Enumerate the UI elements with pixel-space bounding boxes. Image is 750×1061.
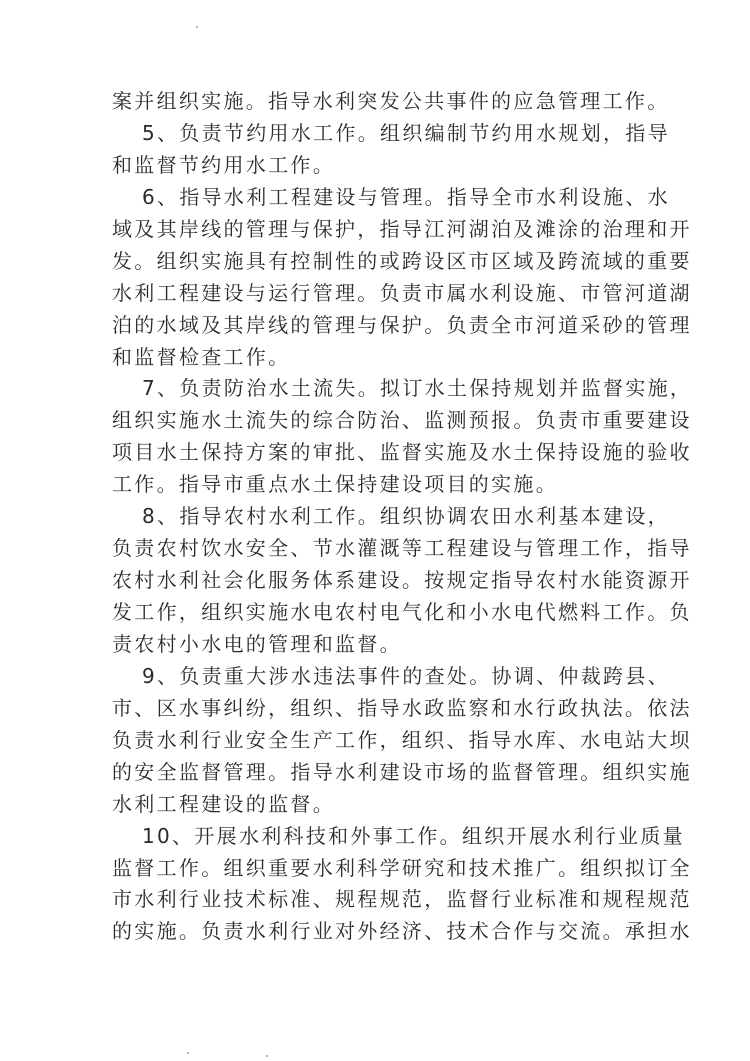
text-line: 工作。指导市重点水土保持建设项目的实施。	[112, 472, 558, 497]
text-line: 组织实施水土流失的综合防治、监测预报。负责市重要建设	[112, 408, 692, 433]
scan-speck	[187, 1052, 189, 1054]
text-line: 项目水土保持方案的审批、监督实施及水土保持设施的验收	[112, 440, 692, 465]
text-line: 10、开展水利科技和外事工作。组织开展水利行业质量	[142, 823, 685, 848]
text-line: 监督工作。组织重要水利科学研究和技术推广。组织拟订全	[112, 855, 692, 880]
text-line: 负责水利行业安全生产工作，组织、指导水库、水电站大坝	[112, 727, 692, 752]
text-line: 农村水利社会化服务体系建设。按规定指导农村水能资源开	[112, 568, 692, 593]
text-line: 案并组织实施。指导水利突发公共事件的应急管理工作。	[112, 89, 670, 113]
text-line: 8、指导农村水利工作。组织协调农田水利基本建设，	[142, 504, 670, 529]
text-line: 域及其岸线的管理与保护，指导江河湖泊及滩涂的治理和开	[112, 216, 692, 241]
text-line: 和监督检查工作。	[112, 344, 291, 369]
text-line: 发工作，组织实施水电农村电气化和小水电代燃料工作。负	[112, 600, 692, 624]
text-line: 市、区水事纠纷，组织、指导水政监察和水行政执法。依法	[112, 695, 692, 720]
text-line: 水利工程建设与运行管理。负责市属水利设施、市管河道湖	[112, 280, 692, 305]
text-line: 泊的水域及其岸线的管理与保护。负责全市河道采砂的管理	[112, 312, 692, 337]
text-line: 7、负责防治水土流失。拟订水土保持规划并监督实施，	[142, 376, 693, 401]
text-line: 的安全监督管理。指导水利建设市场的监督管理。组织实施	[112, 759, 692, 784]
text-line: 5、负责节约用水工作。组织编制节约用水规划，指导	[142, 120, 670, 145]
text-line: 水利工程建设的监督。	[112, 791, 335, 816]
text-line: 发。组织实施具有控制性的或跨设区市区域及跨流域的重要	[112, 248, 692, 273]
text-line: 的实施。负责水利行业对外经济、技术合作与交流。承担水	[112, 919, 692, 944]
text-line: 负责农村饮水安全、节水灌溉等工程建设与管理工作，指导	[112, 536, 692, 561]
text-line: 和监督节约用水工作。	[112, 152, 335, 177]
scan-speck	[196, 26, 198, 28]
text-line: 市水利行业技术标准、规程规范，监督行业标准和规程规范	[112, 887, 692, 912]
scan-speck	[266, 1055, 268, 1057]
text-line: 6、指导水利工程建设与管理。指导全市水利设施、水	[142, 184, 670, 209]
text-line: 9、负责重大涉水违法事件的查处。协调、仲裁跨县、	[142, 663, 670, 688]
text-line: 责农村小水电的管理和监督。	[112, 631, 402, 656]
body-text	[112, 86, 693, 948]
